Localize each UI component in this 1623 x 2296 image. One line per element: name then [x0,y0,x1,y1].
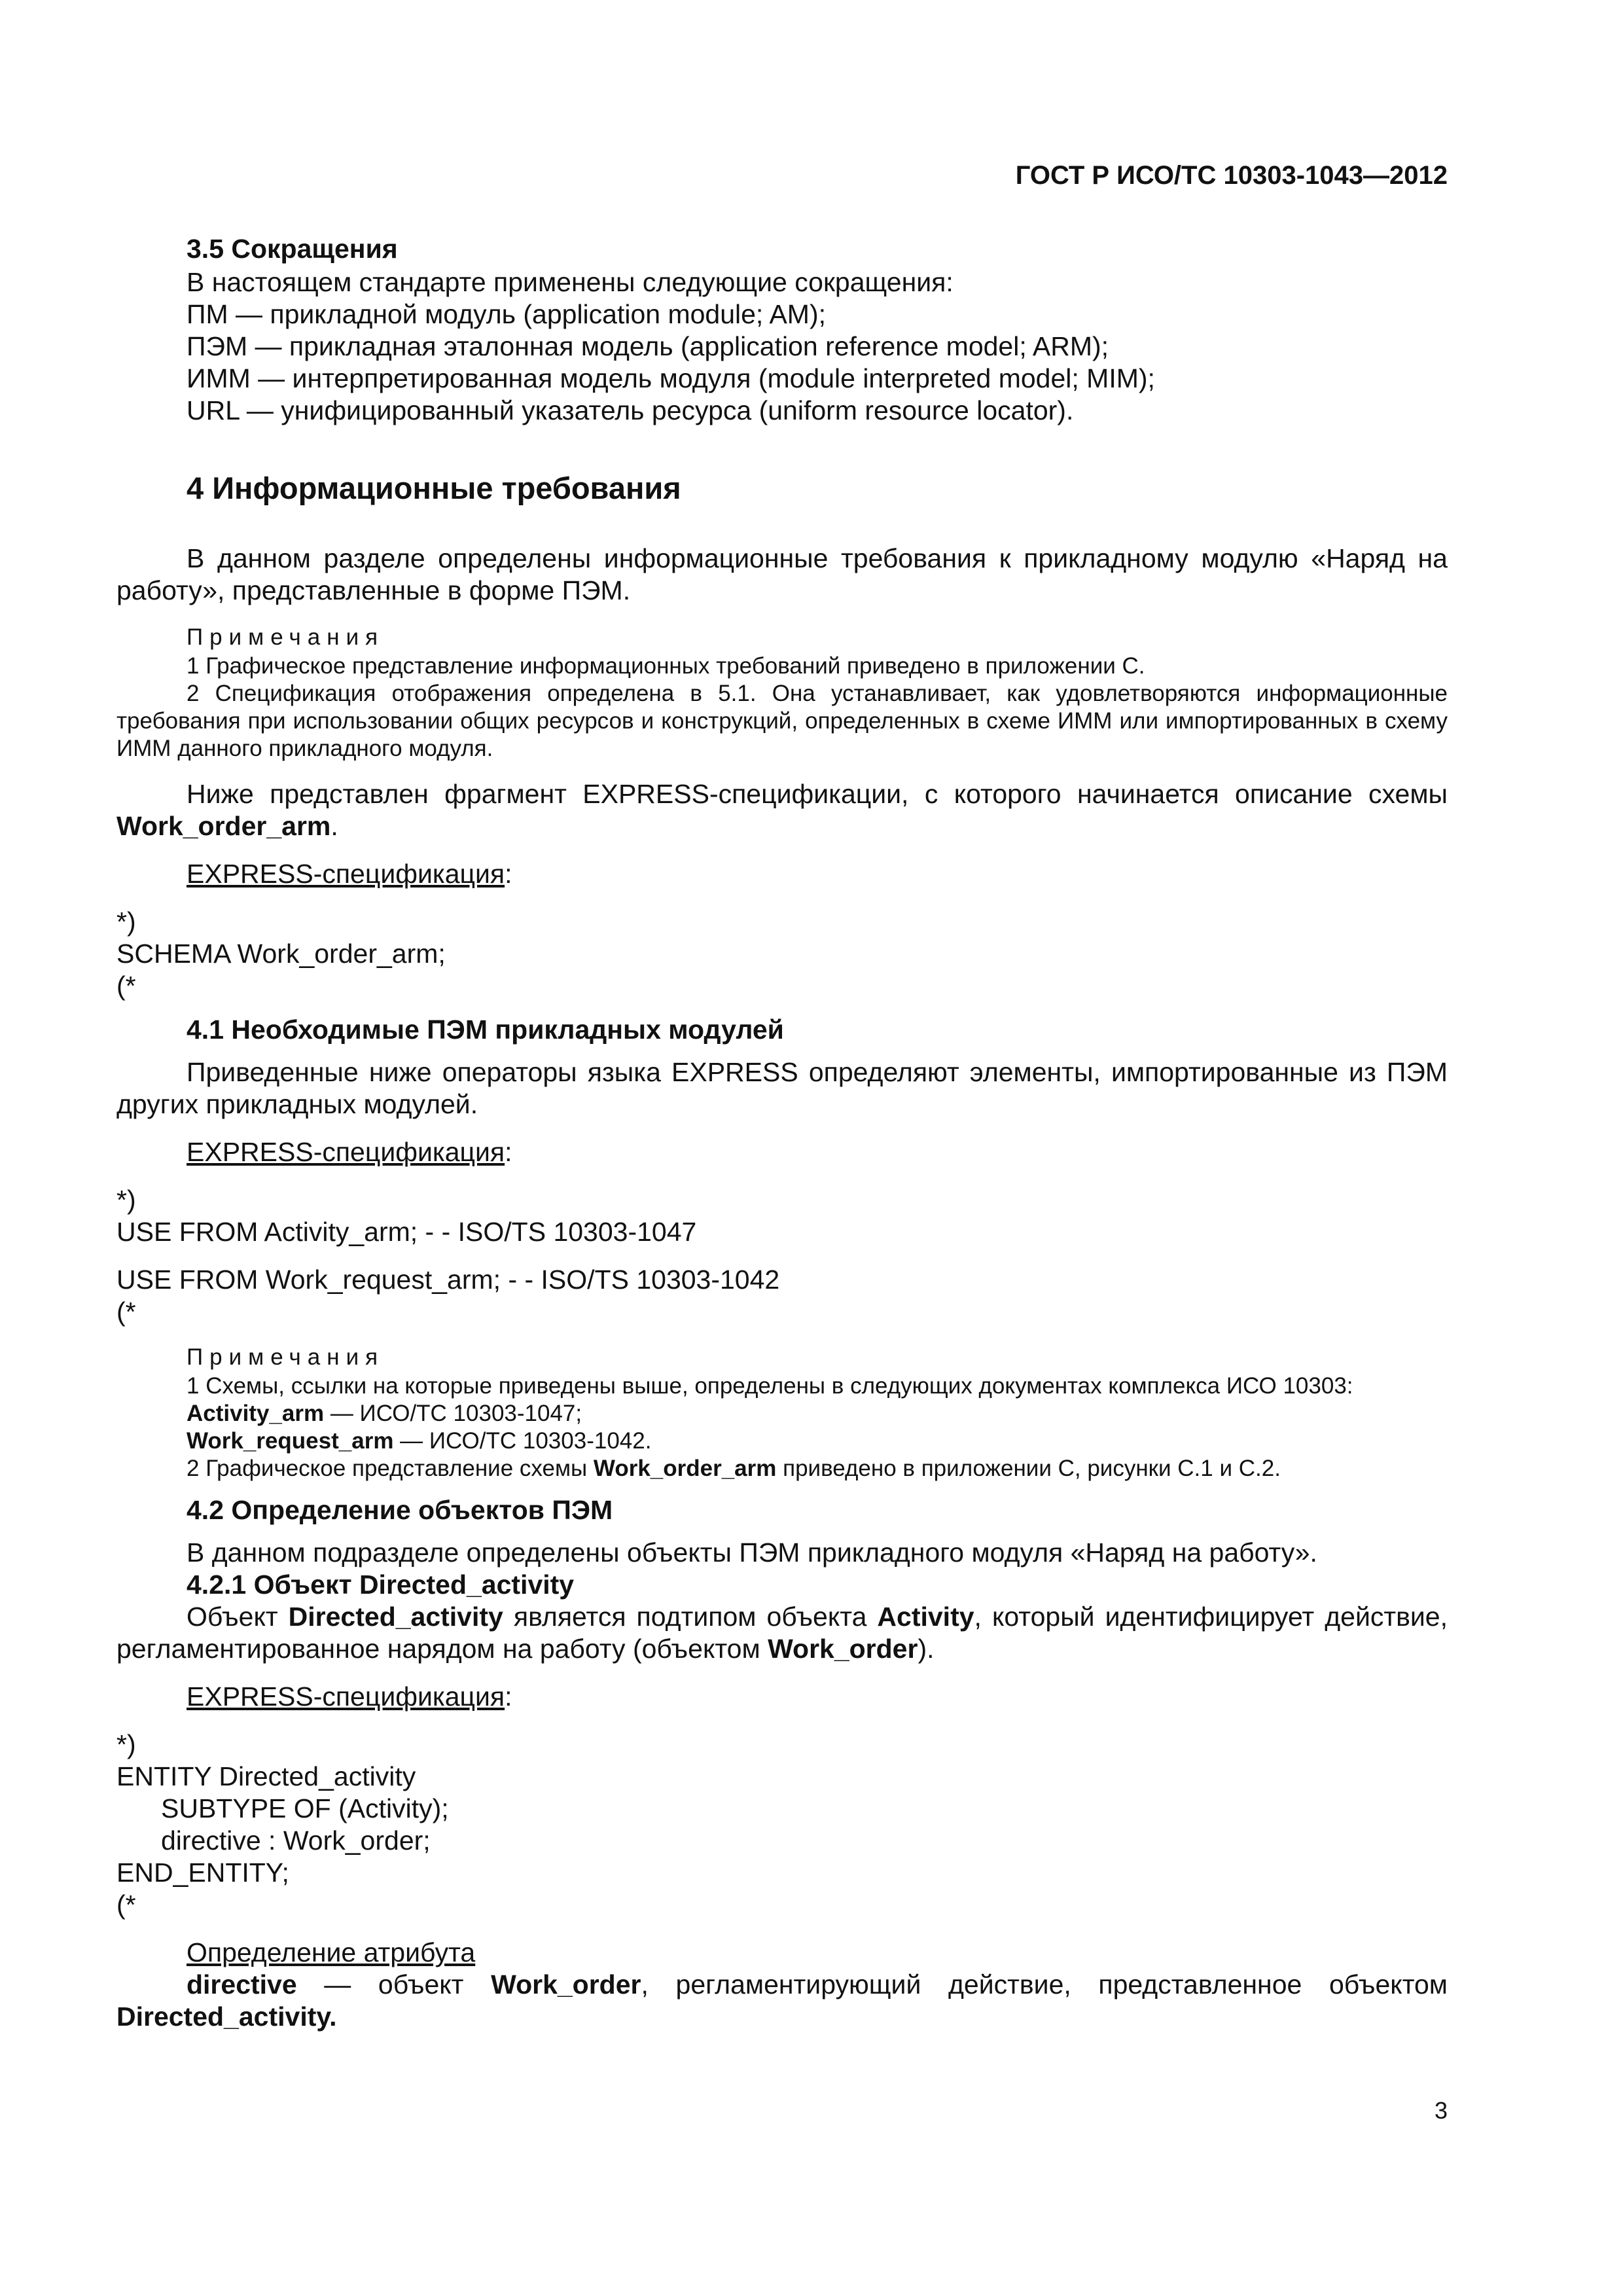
express-spec-label [116,858,1448,890]
inline-text: . [330,811,338,841]
abbrev-item: ПЭМ — прикладная эталонная модель (application reference model; ARM); [187,331,1109,361]
schema-name: Work_request_arm [187,1428,394,1454]
inline-text: : [505,1681,512,1712]
page-number: 3 [1434,2097,1448,2124]
attribute-name: directive [187,1969,297,2000]
code-line: USE FROM Work_request_arm; - - ISO/TS 10303-1042 [116,1265,780,1295]
note-ref [116,1400,1448,1427]
entity-name: Activity [877,1602,974,1632]
code-line: ENTITY Directed_activity [116,1761,416,1791]
code-line: directive : Work_order; [161,1825,431,1856]
code-line: SCHEMA Work_order_arm; [116,939,446,969]
express-spec-link: EXPRESS-спецификация [187,1681,505,1712]
code-line: (* [116,971,136,1001]
code-line: SUBTYPE OF (Activity); [161,1793,449,1823]
inline-text: является подтипом объекта [503,1602,878,1632]
code-line: (* [116,1890,136,1920]
inline-text: — объект [296,1969,491,2000]
note-text [116,1455,1448,1482]
code-line: *) [116,906,136,937]
inline-text: Объект [187,1602,289,1632]
express-spec-link: EXPRESS-спецификация [187,1137,505,1167]
inline-text: приведено в приложении С, рисунки С.1 и С.2. [776,1456,1281,1481]
inline-text: — ИСО/ТС 10303-1047; [324,1401,582,1426]
code-line: *) [116,1729,136,1759]
abbrev-item: ПМ — прикладной модуль (application module; AM); [187,299,826,329]
code-line: *) [116,1185,136,1215]
inline-text: 2 Графическое представление схемы [187,1456,594,1481]
code-line: USE FROM Activity_arm; - - ISO/TS 10303-1047 [116,1217,697,1247]
schema-name: Work_order_arm [593,1456,777,1481]
entity-name: Work_order [768,1634,918,1664]
inline-text: , регламентирующий действие, представленное объектом [641,1969,1448,2000]
inline-text: — ИСО/ТС 10303-1042. [393,1428,652,1454]
section-4-2-1-title: 4.2.1 Объект Directed_activity [187,1570,575,1600]
note-text: 2 Спецификация отображения определена в 5.1. Она устанавливает, как удовлетворяются информационные требования при использовании общих ресурсов и конструкций, определенных в схеме ИММ или импортированных в схему ИММ данного прикладного модуля. [116,681,1448,761]
code-line: END_ENTITY; [116,1857,289,1888]
section-4-title: 4 Информационные требования [187,471,681,505]
section-4-paragraph: В данном разделе определены информационные требования к прикладному модулю «Наряд на работу», представленные в форме ПЭМ. [116,543,1448,605]
attribute-definition-label: Определение атрибута [187,1937,476,1967]
page-content [116,233,1448,2033]
inline-text: Ниже представлен фрагмент EXPRESS-спецификации, с которого начинается описание схемы [187,779,1448,809]
section-4-1-title: 4.1 Необходимые ПЭМ прикладных модулей [187,1014,784,1045]
express-spec-link: EXPRESS-спецификация [187,859,505,889]
note-text: 1 Графическое представление информационных требований приведено в приложении С. [187,653,1145,679]
section-4-1-paragraph: Приведенные ниже операторы языка EXPRESS определяют элементы, импортированные из ПЭМ других прикладных модулей. [116,1057,1448,1119]
section-4-2-title: 4.2 Определение объектов ПЭМ [187,1495,613,1525]
section-4-2-1-paragraph [116,1601,1448,1665]
schema-name: Work_order_arm [116,811,331,841]
entity-name: Directed_activity. [116,2001,337,2032]
attribute-definition [116,1969,1448,2033]
inline-text: : [505,859,512,889]
entity-name: Directed_activity [288,1602,503,1632]
express-spec-label [116,1136,1448,1168]
express-spec-label [116,1681,1448,1713]
section-4-2-paragraph: В данном подразделе определены объекты ПЭМ прикладного модуля «Наряд на работу». [187,1537,1317,1568]
document-header-id: ГОСТ Р ИСО/ТС 10303-1043—2012 [1015,161,1448,190]
inline-text: ). [918,1634,935,1664]
note-ref [116,1427,1448,1455]
inline-text: : [505,1137,512,1167]
note-text: 1 Схемы, ссылки на которые приведены выше, определены в следующих документах комплекса ИСО 10303: [187,1373,1353,1399]
inline-text: , который идентифицирует действие, регламентированное нарядом на работу (объектом [116,1602,1448,1664]
notes-label: Примечания [187,624,385,650]
entity-name: Work_order [491,1969,641,2000]
schema-name: Activity_arm [187,1401,325,1426]
section-4-paragraph [116,778,1448,842]
notes-label: Примечания [187,1344,385,1370]
code-line: (* [116,1297,136,1327]
section-3-5-intro: В настоящем стандарте применены следующие сокращения: [187,267,954,297]
abbrev-item: URL — унифицированный указатель ресурса (uniform resource locator). [187,395,1074,425]
section-3-5-title: 3.5 Сокращения [187,234,398,264]
abbrev-item: ИММ — интерпретированная модель модуля (module interpreted model; MIM); [187,363,1155,393]
